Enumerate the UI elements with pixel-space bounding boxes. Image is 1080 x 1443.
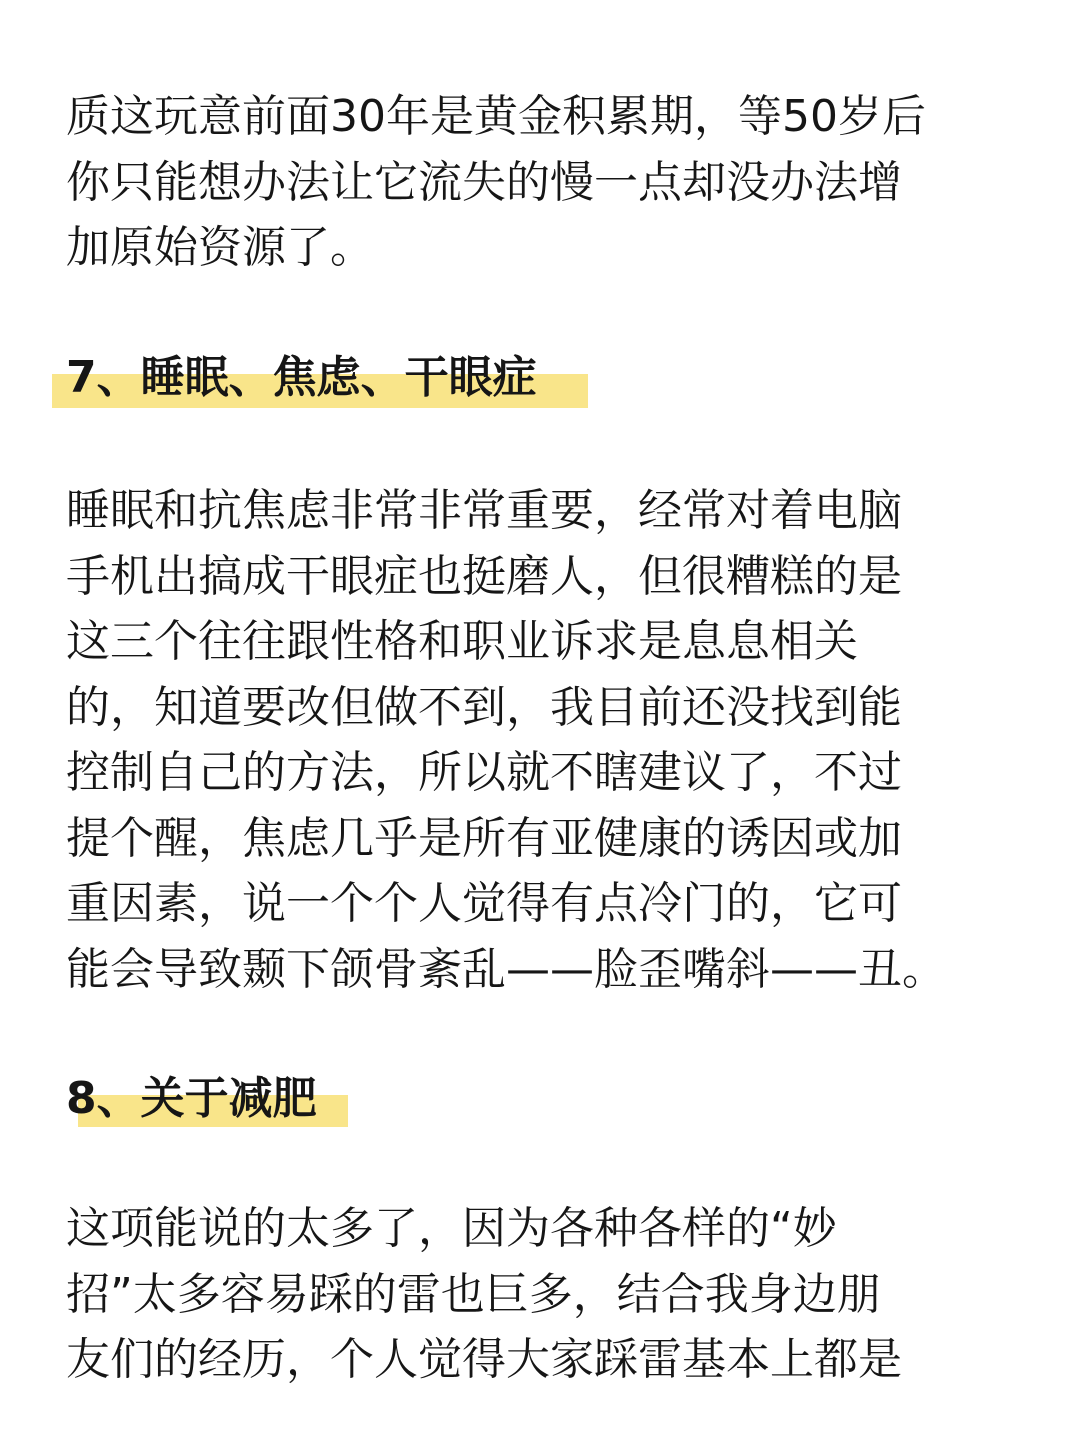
text-line: 加原始资源了。	[66, 222, 374, 273]
intro-paragraph	[66, 84, 996, 281]
text-line: 质这玩意前面30年是黄金积累期，等50岁后	[66, 91, 926, 142]
section-7-heading: 7、睡眠、焦虑、干眼症	[66, 352, 537, 403]
text-line: 友们的经历，个人觉得大家踩雷基本上都是	[66, 1334, 902, 1385]
text-line: 能会导致颞下颌骨紊乱——脸歪嘴斜——丑。	[66, 943, 946, 995]
text-line: 的，知道要改但做不到，我目前还没找到能	[66, 681, 902, 733]
text-line: 提个醒，焦虑几乎是所有亚健康的诱因或加	[66, 812, 902, 864]
text-line: 你只能想办法让它流失的慢一点却没办法增	[66, 156, 902, 208]
text-line: 招”太多容易踩的雷也巨多，结合我身边朋	[66, 1268, 881, 1320]
text-line: 手机出搞成干眼症也挺磨人，但很糟糕的是	[66, 550, 902, 602]
section-8-heading: 8、关于减肥	[66, 1073, 317, 1124]
text-line: 控制自己的方法，所以就不瞎建议了，不过	[66, 747, 902, 798]
text-line: 这项能说的太多了，因为各种各样的“妙	[66, 1203, 837, 1254]
text-line: 这三个往往跟性格和职业诉求是息息相关	[66, 616, 858, 667]
section-8-paragraph	[66, 1196, 996, 1393]
text-line: 重因素，说一个个人觉得有点冷门的，它可	[66, 878, 902, 929]
section-7-paragraph	[66, 478, 996, 1002]
text-line: 睡眠和抗焦虑非常非常重要，经常对着电脑	[66, 485, 902, 536]
